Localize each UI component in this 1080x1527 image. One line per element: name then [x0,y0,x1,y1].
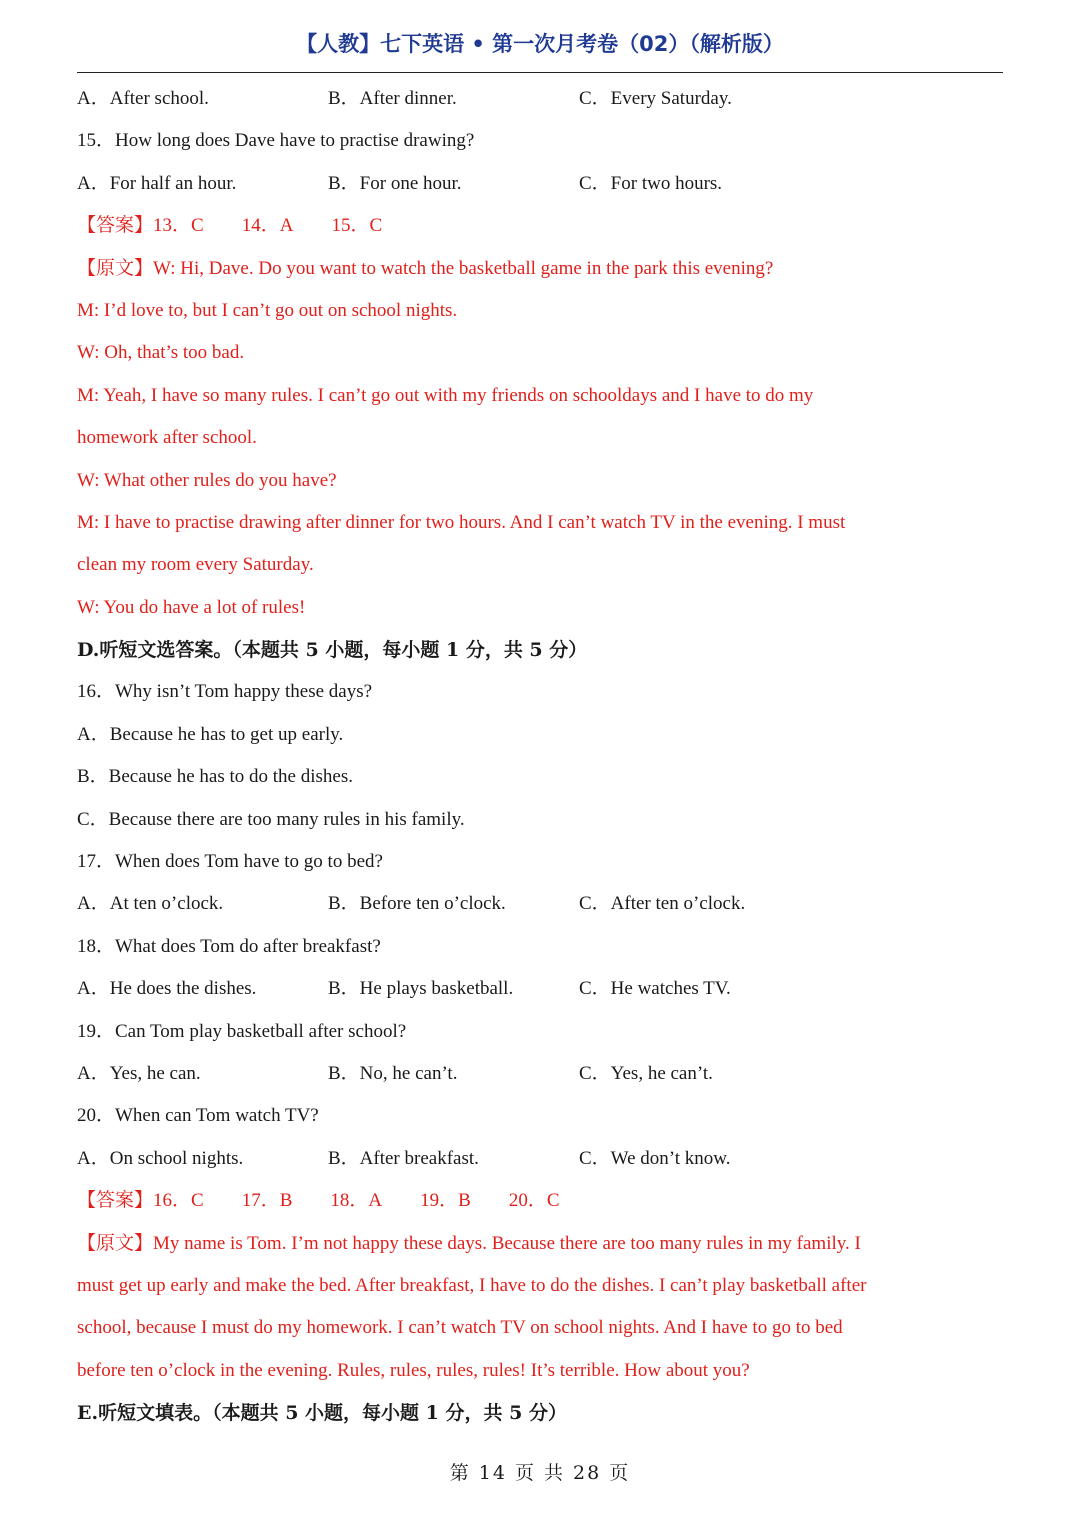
page-content [77,78,1003,1435]
question-17: 17．When does Tom have to go to bed? [77,851,383,873]
answer-item: 15．C [331,215,383,237]
option-c: C．For two hours. [579,172,723,194]
answer-item: 17．B [241,1190,293,1212]
option-a: A．He does the dishes. [77,978,257,1000]
option-c: C．Yes, he can’t. [579,1062,713,1084]
question-16: 16．Why isn’t Tom happy these days? [77,681,373,703]
transcript-1-line [77,248,1003,290]
option-b: B．After dinner. [328,88,457,109]
option-b: B．For one hour. [328,172,462,194]
question-20: 20．When can Tom watch TV? [77,1105,319,1127]
answer-label: 【答案】 [77,215,154,237]
transcript-2-line: school, because I must do my homework. I can’t watch TV on school nights. And I have to go to bed [77,1317,843,1339]
answer-key-2 [77,1180,1003,1222]
answer-item: 14．A [241,215,294,237]
answer-key-1 [77,205,1003,247]
transcript-1-line: clean my room every Saturday. [77,554,314,576]
question-19: 19．Can Tom play basketball after school? [77,1020,407,1042]
answer-item: 18．A [330,1190,383,1212]
q17-options [77,883,1003,925]
option-c: C．He watches TV. [579,978,731,1000]
option-a: A．Because he has to get up early. [77,723,344,745]
answer-item: 19．B [420,1190,471,1212]
option-a: A．After school. [77,88,209,109]
option-a: A．For half an hour. [77,172,237,194]
transcript-label: 【原文】 [77,257,154,279]
option-a: A．On school nights. [77,1147,244,1169]
section-d-title: D.听短文选答案。（本题共 5 小题，每小题 1 分，共 5 分） [77,639,588,662]
option-c: C．After ten o’clock. [579,893,746,915]
option-a: A．Yes, he can. [77,1062,201,1084]
transcript-text: My name is Tom. I’m not happy these days. Because there are too many rules in my family. I [153,1232,861,1254]
q14-options [77,78,1003,120]
transcript-2-line: before ten o’clock in the evening. Rules, rules, rules, rules! It’s terrible. How about you? [77,1359,750,1381]
section-e-title: E.听短文填表。（本题共 5 小题，每小题 1 分，共 5 分） [77,1402,567,1425]
option-b: B．He plays basketball. [328,978,514,1000]
transcript-text: W: Hi, Dave. Do you want to watch the basketball game in the park this evening? [153,257,774,279]
transcript-1-line: W: What other rules do you have? [77,469,337,491]
option-c: C．We don’t know. [579,1147,731,1169]
question-15: 15．How long does Dave have to practise drawing? [77,130,475,152]
q19-options [77,1053,1003,1095]
answer-item: 13．C [153,215,204,237]
header-divider [77,72,1003,73]
q20-options [77,1138,1003,1180]
option-a: A．At ten o’clock. [77,893,224,915]
transcript-1-line: M: I’d love to, but I can’t go out on school nights. [77,299,458,321]
page-header: 【人教】七下英语 • 第一次月考卷（02）（解析版） [296,32,784,56]
transcript-1-line: homework after school. [77,427,257,449]
transcript-label: 【原文】 [77,1232,154,1254]
transcript-2-line [77,1223,1003,1265]
q18-options [77,968,1003,1010]
transcript-1-line: M: Yeah, I have so many rules. I can’t go out with my friends on schooldays and I have to do my [77,384,814,406]
transcript-1-line: W: You do have a lot of rules! [77,596,306,618]
page-number: 第 14 页 共 28 页 [449,1462,631,1484]
transcript-1-line: M: I have to practise drawing after dinner for two hours. And I can’t watch TV in the evening. I must [77,511,846,533]
answer-item: 20．C [508,1190,560,1212]
option-c: C．Every Saturday. [579,88,732,109]
transcript-2-line: must get up early and make the bed. After breakfast, I have to do the dishes. I can’t play basketball after [77,1274,867,1296]
option-b: B．Because he has to do the dishes. [77,766,353,788]
question-18: 18．What does Tom do after breakfast? [77,935,381,957]
answer-label: 【答案】 [77,1190,154,1212]
option-c: C．Because there are too many rules in his family. [77,808,465,830]
option-b: B．Before ten o’clock. [328,893,506,915]
option-b: B．After breakfast. [328,1147,479,1169]
answer-item: 16．C [153,1190,204,1212]
transcript-1-line: W: Oh, that’s too bad. [77,342,245,364]
q15-options [77,163,1003,205]
option-b: B．No, he can’t. [328,1062,458,1084]
